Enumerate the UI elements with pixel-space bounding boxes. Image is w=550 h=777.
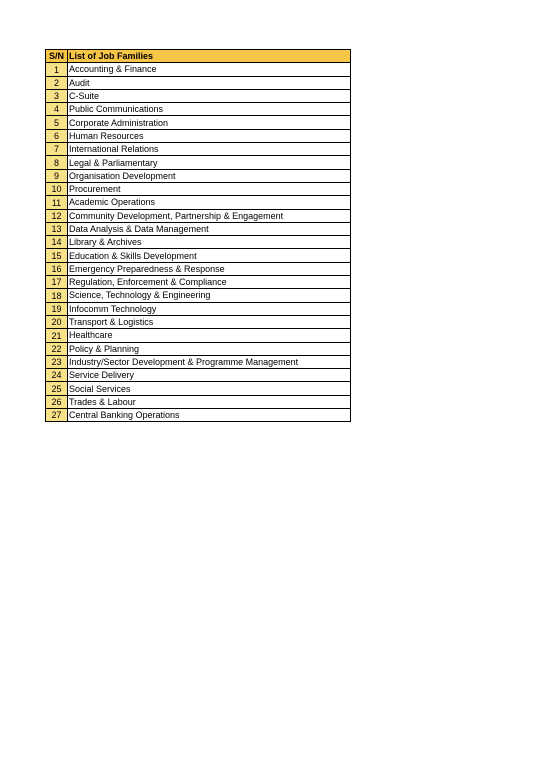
serial-number-cell: 3 <box>46 89 68 102</box>
serial-number-cell: 18 <box>46 289 68 302</box>
job-family-cell: Data Analysis & Data Management <box>68 222 351 235</box>
table-row <box>46 315 351 328</box>
job-family-cell: Emergency Preparedness & Response <box>68 262 351 275</box>
table-row <box>46 103 351 116</box>
serial-number-cell: 1 <box>46 63 68 76</box>
job-family-cell: Accounting & Finance <box>68 63 351 76</box>
job-family-cell: Science, Technology & Engineering <box>68 289 351 302</box>
job-family-cell: International Relations <box>68 143 351 156</box>
serial-number-cell: 24 <box>46 369 68 382</box>
table-row <box>46 329 351 342</box>
table-row <box>46 302 351 315</box>
table-row <box>46 222 351 235</box>
table-row <box>46 249 351 262</box>
serial-number-cell: 2 <box>46 76 68 89</box>
table-row <box>46 382 351 395</box>
serial-number-cell: 26 <box>46 395 68 408</box>
serial-number-cell: 8 <box>46 156 68 169</box>
job-family-cell: C-Suite <box>68 89 351 102</box>
table-row <box>46 409 351 422</box>
serial-number-cell: 17 <box>46 276 68 289</box>
serial-number-cell: 19 <box>46 302 68 315</box>
serial-number-cell: 12 <box>46 209 68 222</box>
job-family-cell: Organisation Development <box>68 169 351 182</box>
job-family-cell: Corporate Administration <box>68 116 351 129</box>
serial-number-cell: 16 <box>46 262 68 275</box>
job-family-cell: Legal & Parliamentary <box>68 156 351 169</box>
job-families-table <box>45 49 351 422</box>
job-family-cell: Healthcare <box>68 329 351 342</box>
table-body <box>46 63 351 422</box>
serial-number-cell: 15 <box>46 249 68 262</box>
table-row <box>46 236 351 249</box>
table-row <box>46 63 351 76</box>
serial-number-cell: 14 <box>46 236 68 249</box>
job-family-cell: Transport & Logistics <box>68 315 351 328</box>
table-row <box>46 209 351 222</box>
table-row <box>46 342 351 355</box>
job-family-cell: Regulation, Enforcement & Compliance <box>68 276 351 289</box>
table-row <box>46 169 351 182</box>
job-family-cell: Policy & Planning <box>68 342 351 355</box>
job-family-cell: Social Services <box>68 382 351 395</box>
job-family-cell: Community Development, Partnership & Engagement <box>68 209 351 222</box>
table-row <box>46 369 351 382</box>
table-row <box>46 89 351 102</box>
table-row <box>46 262 351 275</box>
job-family-column-header: List of Job Families <box>68 50 351 63</box>
job-family-cell: Education & Skills Development <box>68 249 351 262</box>
serial-number-cell: 11 <box>46 196 68 209</box>
job-family-cell: Audit <box>68 76 351 89</box>
table-row <box>46 116 351 129</box>
job-family-cell: Trades & Labour <box>68 395 351 408</box>
sn-column-header: S/N <box>46 50 68 63</box>
job-family-cell: Infocomm Technology <box>68 302 351 315</box>
serial-number-cell: 4 <box>46 103 68 116</box>
serial-number-cell: 21 <box>46 329 68 342</box>
job-family-cell: Service Delivery <box>68 369 351 382</box>
table-row <box>46 182 351 195</box>
job-family-cell: Public Communications <box>68 103 351 116</box>
job-family-cell: Library & Archives <box>68 236 351 249</box>
serial-number-cell: 6 <box>46 129 68 142</box>
serial-number-cell: 27 <box>46 409 68 422</box>
table-row <box>46 395 351 408</box>
serial-number-cell: 7 <box>46 143 68 156</box>
table-header-row <box>46 50 351 63</box>
table-row <box>46 355 351 368</box>
serial-number-cell: 10 <box>46 182 68 195</box>
serial-number-cell: 5 <box>46 116 68 129</box>
table-row <box>46 129 351 142</box>
serial-number-cell: 23 <box>46 355 68 368</box>
serial-number-cell: 20 <box>46 315 68 328</box>
table-row <box>46 196 351 209</box>
job-family-cell: Human Resources <box>68 129 351 142</box>
table-row <box>46 289 351 302</box>
table-row <box>46 76 351 89</box>
serial-number-cell: 13 <box>46 222 68 235</box>
serial-number-cell: 22 <box>46 342 68 355</box>
job-family-cell: Academic Operations <box>68 196 351 209</box>
serial-number-cell: 9 <box>46 169 68 182</box>
serial-number-cell: 25 <box>46 382 68 395</box>
job-family-cell: Central Banking Operations <box>68 409 351 422</box>
job-family-cell: Industry/Sector Development & Programme Management <box>68 355 351 368</box>
table-row <box>46 143 351 156</box>
job-family-cell: Procurement <box>68 182 351 195</box>
table-row <box>46 156 351 169</box>
table-row <box>46 276 351 289</box>
